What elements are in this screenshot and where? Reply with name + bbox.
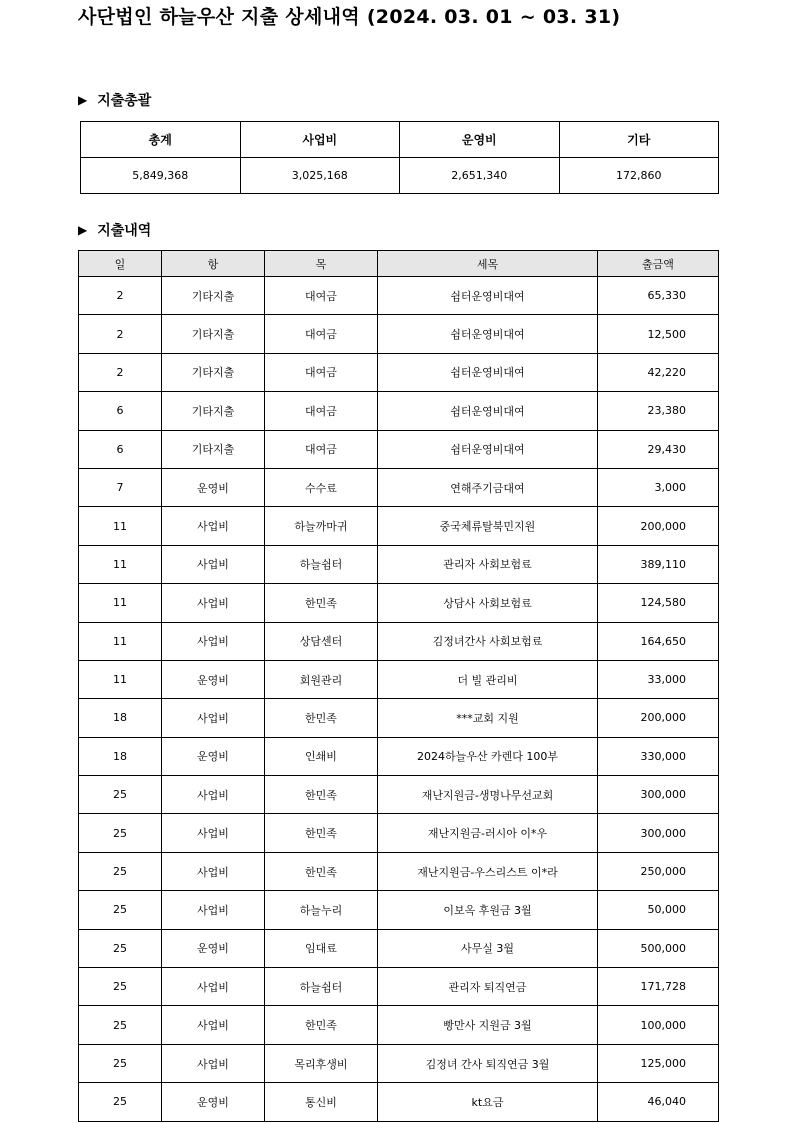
cell-amount: 50,000: [598, 891, 719, 929]
summary-header-operating: 운영비: [400, 122, 560, 158]
section-label: 지출총괄: [97, 93, 152, 109]
cell-category: 사업비: [162, 814, 265, 852]
cell-item: 한민족: [265, 852, 378, 890]
table-row: [79, 776, 719, 814]
cell-subitem: 이보옥 후원금 3월: [378, 891, 598, 929]
cell-subitem: 사무실 3월: [378, 929, 598, 967]
summary-value-operating: 2,651,340: [400, 158, 560, 194]
cell-item: 한민족: [265, 584, 378, 622]
cell-category: 사업비: [162, 776, 265, 814]
cell-subitem: 중국체류탈북민지원: [378, 507, 598, 545]
cell-day: 2: [79, 315, 162, 353]
cell-category: 기타지출: [162, 392, 265, 430]
cell-day: 18: [79, 699, 162, 737]
cell-day: 11: [79, 545, 162, 583]
cell-subitem: 관리자 퇴직연금: [378, 968, 598, 1006]
cell-subitem: 재난지원금-러시아 이*우: [378, 814, 598, 852]
detail-header-subitem: 세목: [378, 251, 598, 277]
summary-header-other: 기타: [559, 122, 719, 158]
cell-category: 기타지출: [162, 277, 265, 315]
cell-item: 목리후생비: [265, 1044, 378, 1082]
table-row: [79, 1044, 719, 1082]
cell-day: 2: [79, 277, 162, 315]
cell-day: 6: [79, 430, 162, 468]
page-title: 사단법인 하늘우산 지출 상세내역 (2024. 03. 01 ~ 03. 31): [78, 6, 621, 28]
cell-day: 11: [79, 507, 162, 545]
summary-value-row: [81, 158, 719, 194]
cell-item: 한민족: [265, 776, 378, 814]
cell-subitem: 재난지원금-우스리스트 이*라: [378, 852, 598, 890]
triangle-right-icon: ▶: [78, 223, 88, 237]
cell-day: 2: [79, 353, 162, 391]
table-row: [79, 814, 719, 852]
cell-item: 대여금: [265, 315, 378, 353]
cell-day: 25: [79, 968, 162, 1006]
table-row: [79, 622, 719, 660]
table-row: [79, 699, 719, 737]
table-row: [79, 430, 719, 468]
table-row: [79, 1006, 719, 1044]
cell-item: 회원관리: [265, 660, 378, 698]
cell-day: 25: [79, 891, 162, 929]
cell-amount: 29,430: [598, 430, 719, 468]
detail-header-day: 일: [79, 251, 162, 277]
cell-amount: 300,000: [598, 776, 719, 814]
cell-subitem: 빵만사 지원금 3월: [378, 1006, 598, 1044]
detail-header-row: [79, 251, 719, 277]
cell-category: 기타지출: [162, 353, 265, 391]
summary-header-row: [81, 122, 719, 158]
section-header-summary: [78, 90, 151, 110]
cell-subitem: 쉼터운영비대여: [378, 430, 598, 468]
cell-subitem: 쉼터운영비대여: [378, 315, 598, 353]
cell-category: 사업비: [162, 699, 265, 737]
cell-item: 대여금: [265, 277, 378, 315]
cell-day: 11: [79, 660, 162, 698]
cell-item: 하늘누리: [265, 891, 378, 929]
cell-subitem: 관리자 사회보험료: [378, 545, 598, 583]
cell-item: 하늘쉼터: [265, 968, 378, 1006]
table-row: [79, 507, 719, 545]
table-row: [79, 545, 719, 583]
cell-category: 운영비: [162, 660, 265, 698]
cell-amount: 23,380: [598, 392, 719, 430]
cell-item: 인쇄비: [265, 737, 378, 775]
summary-table: [80, 121, 719, 194]
summary-header-business: 사업비: [240, 122, 400, 158]
cell-amount: 200,000: [598, 699, 719, 737]
cell-item: 대여금: [265, 430, 378, 468]
detail-header-category: 항: [162, 251, 265, 277]
cell-item: 한민족: [265, 699, 378, 737]
cell-item: 상담센터: [265, 622, 378, 660]
summary-value-business: 3,025,168: [240, 158, 400, 194]
cell-amount: 46,040: [598, 1083, 719, 1121]
cell-item: 하늘까마귀: [265, 507, 378, 545]
cell-amount: 300,000: [598, 814, 719, 852]
cell-day: 25: [79, 1083, 162, 1121]
table-row: [79, 315, 719, 353]
cell-amount: 65,330: [598, 277, 719, 315]
cell-subitem: 2024하늘우산 카렌다 100부: [378, 737, 598, 775]
cell-amount: 250,000: [598, 852, 719, 890]
cell-amount: 500,000: [598, 929, 719, 967]
detail-table: [78, 250, 719, 1122]
section-label: 지출내역: [97, 223, 152, 239]
cell-amount: 124,580: [598, 584, 719, 622]
cell-item: 하늘쉼터: [265, 545, 378, 583]
cell-day: 11: [79, 622, 162, 660]
cell-amount: 125,000: [598, 1044, 719, 1082]
cell-day: 6: [79, 392, 162, 430]
cell-amount: 330,000: [598, 737, 719, 775]
cell-amount: 200,000: [598, 507, 719, 545]
cell-category: 사업비: [162, 622, 265, 660]
detail-header-amount: 출금액: [598, 251, 719, 277]
table-row: [79, 277, 719, 315]
cell-subitem: 쉼터운영비대여: [378, 277, 598, 315]
cell-day: 25: [79, 1044, 162, 1082]
cell-subitem: 상담사 사회보험료: [378, 584, 598, 622]
table-row: [79, 1083, 719, 1121]
cell-subitem: 김정녀간사 사회보험료: [378, 622, 598, 660]
cell-category: 사업비: [162, 1044, 265, 1082]
cell-item: 한민족: [265, 1006, 378, 1044]
cell-day: 25: [79, 814, 162, 852]
cell-subitem: 쉼터운영비대여: [378, 353, 598, 391]
cell-item: 수수료: [265, 468, 378, 506]
cell-subitem: 재난지원금-생명나무선교회: [378, 776, 598, 814]
cell-amount: 42,220: [598, 353, 719, 391]
cell-amount: 164,650: [598, 622, 719, 660]
cell-amount: 389,110: [598, 545, 719, 583]
summary-value-total: 5,849,368: [81, 158, 241, 194]
summary-value-other: 172,860: [559, 158, 719, 194]
cell-category: 운영비: [162, 468, 265, 506]
cell-day: 25: [79, 776, 162, 814]
summary-header-total: 총계: [81, 122, 241, 158]
cell-category: 사업비: [162, 545, 265, 583]
section-header-detail: [78, 220, 151, 240]
cell-category: 사업비: [162, 852, 265, 890]
cell-item: 대여금: [265, 392, 378, 430]
table-row: [79, 891, 719, 929]
table-row: [79, 852, 719, 890]
cell-category: 사업비: [162, 968, 265, 1006]
cell-subitem: ***교회 지원: [378, 699, 598, 737]
cell-day: 25: [79, 1006, 162, 1044]
cell-subitem: 연해주기금대여: [378, 468, 598, 506]
cell-category: 사업비: [162, 1006, 265, 1044]
cell-day: 11: [79, 584, 162, 622]
cell-day: 18: [79, 737, 162, 775]
cell-item: 대여금: [265, 353, 378, 391]
triangle-right-icon: ▶: [78, 93, 88, 107]
cell-item: 한민족: [265, 814, 378, 852]
cell-item: 통신비: [265, 1083, 378, 1121]
table-row: [79, 737, 719, 775]
cell-amount: 3,000: [598, 468, 719, 506]
table-row: [79, 968, 719, 1006]
cell-category: 사업비: [162, 891, 265, 929]
detail-header-item: 목: [265, 251, 378, 277]
table-row: [79, 584, 719, 622]
cell-category: 운영비: [162, 1083, 265, 1121]
cell-amount: 33,000: [598, 660, 719, 698]
table-row: [79, 929, 719, 967]
table-row: [79, 392, 719, 430]
cell-day: 25: [79, 852, 162, 890]
cell-day: 25: [79, 929, 162, 967]
cell-day: 7: [79, 468, 162, 506]
cell-subitem: 쉼터운영비대여: [378, 392, 598, 430]
cell-category: 운영비: [162, 737, 265, 775]
cell-subitem: 김정녀 간사 퇴직연금 3월: [378, 1044, 598, 1082]
cell-amount: 100,000: [598, 1006, 719, 1044]
cell-category: 기타지출: [162, 315, 265, 353]
cell-amount: 171,728: [598, 968, 719, 1006]
table-row: [79, 353, 719, 391]
cell-amount: 12,500: [598, 315, 719, 353]
table-row: [79, 468, 719, 506]
cell-item: 임대료: [265, 929, 378, 967]
cell-category: 운영비: [162, 929, 265, 967]
cell-subitem: 더 빌 관리비: [378, 660, 598, 698]
table-row: [79, 660, 719, 698]
cell-subitem: kt요금: [378, 1083, 598, 1121]
cell-category: 기타지출: [162, 430, 265, 468]
cell-category: 사업비: [162, 584, 265, 622]
cell-category: 사업비: [162, 507, 265, 545]
